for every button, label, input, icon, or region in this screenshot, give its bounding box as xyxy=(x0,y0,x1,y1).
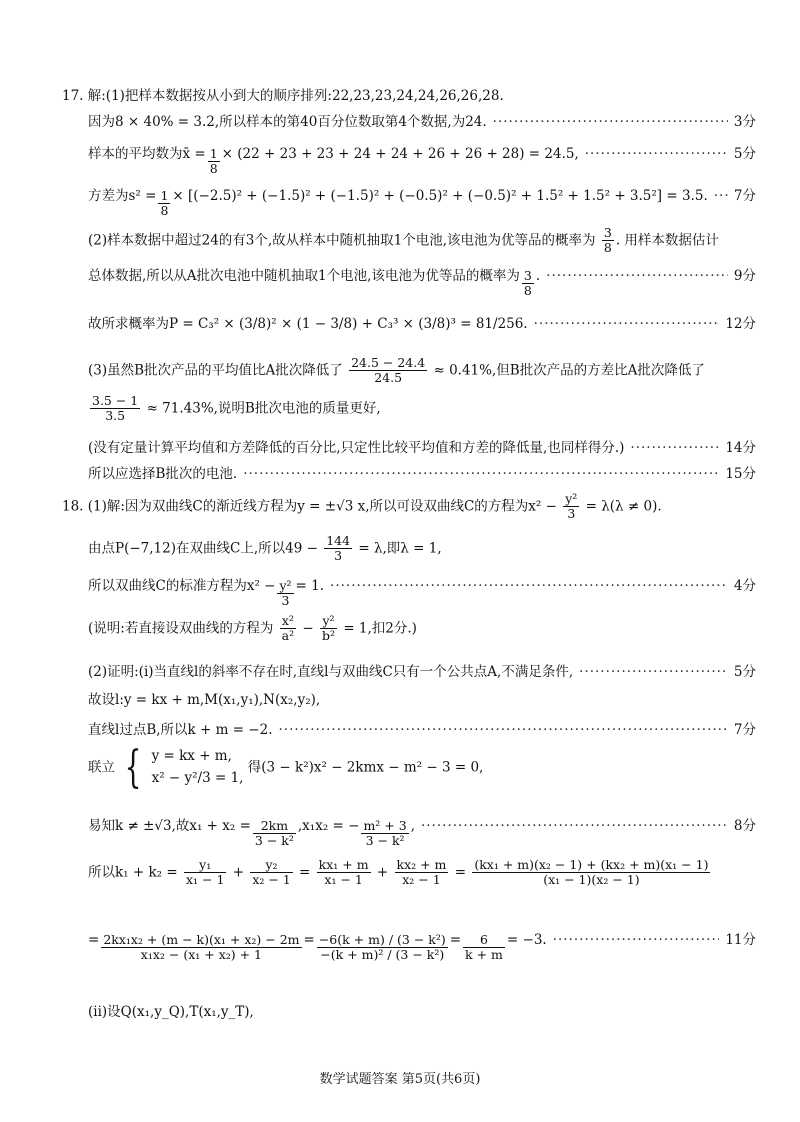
q18-part2-ii: (ii)设Q(x₁,y_Q),T(x₁,y_T), xyxy=(88,1004,254,1020)
dot-leader xyxy=(330,578,728,594)
score: 5分 xyxy=(733,146,756,162)
fraction: $\frac{1}{8}$ xyxy=(209,146,218,177)
q18-setup: 故设l:y = kx + m,M(x₁,y₁),N(x₂,y₂), xyxy=(88,692,321,708)
q18-slope-result: = $\frac{\text{2kx₁x₂ + (m − k)(x₁ + x₂) − 2m}}{\text{x₁x₂ − (x₁ + x₂) + 1}}$ = $\frac{\text{−6(k + m) / (3 − k²)}}{\text{−(k + m)² / (3 − k²)}}$ = $\frac{6}{k + m}$ = −3. ····· 11分 xyxy=(88,928,756,963)
score: 7分 xyxy=(733,722,756,738)
fraction: $\frac{\text{kx₁ + m}}{\text{x₁ − 1}}$ xyxy=(318,857,369,888)
score: 11分 xyxy=(725,932,756,948)
q18-part1-line1: 18. (1)解:因为双曲线C的渐近线方程为y = ±√3 x,所以可设双曲线C的方程为x² − $\frac{\text{y²}}{3}$ = λ(λ ≠ 0). xyxy=(62,491,662,522)
dot-leader xyxy=(714,188,728,204)
q18-part2-line1: (2)证明:(i)当直线l的斜率不存在时,直线l与双曲线C只有一个公共点A,不满足条件, ····· 5分 xyxy=(88,660,756,680)
score: 12分 xyxy=(725,316,756,332)
fraction: $\frac{\text{(kx₁ + m)(x₂ − 1) + (kx₂ + m)(x₁ − 1)}}{\text{(x₁ − 1)(x₂ − 1)}}$ xyxy=(474,857,709,888)
score: 7分 xyxy=(733,188,756,204)
left-brace: { xyxy=(124,742,142,793)
dot-leader xyxy=(493,114,728,130)
q17-mean-line: 样本的平均数为x̄ = $\frac{1}{8}$ × (22 + 23 + 23 + 24 + 24 + 26 + 26 + 28) = 24.5, ····· 5分 xyxy=(88,142,756,177)
fraction: $\frac{\text{m² + 3}}{\text{3 − k²}}$ xyxy=(363,818,407,849)
fraction: $\frac{3}{8}$ xyxy=(603,225,612,256)
q17-note: (没有定量计算平均值和方差降低的百分比,只定性比较平均值和方差的降低量,也同样得分.) ····· 14分 xyxy=(88,436,756,456)
fraction: $\frac{\text{kx₂ + m}}{\text{x₂ − 1}}$ xyxy=(396,857,447,888)
fraction: $\frac{3.5 - 1}{3.5}$ xyxy=(92,393,139,424)
q17-conclusion: 所以应选择B批次的电池. ····· 15分 xyxy=(88,462,756,482)
fraction: $\frac{\text{−6(k + m) / (3 − k²)}}{\text{−(k + m)² / (3 − k²)}}$ xyxy=(318,932,446,963)
fraction: $\frac{\text{y²}}{3}$ xyxy=(565,491,578,522)
q17-part2-line2: 总体数据,所以从A批次电池中随机抽取1个电池,该电池为优等品的概率为 $\frac{3}{8}$ . ····· 9分 xyxy=(88,264,756,299)
score: 4分 xyxy=(733,578,756,594)
dot-leader xyxy=(421,818,728,834)
score: 15分 xyxy=(725,466,756,482)
fraction: $\frac{24.5 - 24.4}{24.5}$ xyxy=(351,355,426,386)
dot-leader xyxy=(243,466,719,482)
score: 8分 xyxy=(733,818,756,834)
dot-leader xyxy=(585,146,728,162)
fraction: $\frac{144}{3}$ xyxy=(326,533,351,564)
q17-variance-line: 方差为s² = $\frac{1}{8}$ × [(−2.5)² + (−1.5)² + (−1.5)² + (−0.5)² + (−0.5)² + 1.5² + 1.5² + 3.5²] = 3.5. ····· 7分 xyxy=(88,184,756,219)
fraction: $\frac{\text{y²}}{3}$ xyxy=(279,578,292,609)
q18-part1-line2: 由点P(−7,12)在双曲线C上,所以49 − $\frac{144}{3}$ = λ,即λ = 1, xyxy=(88,533,442,564)
dot-leader xyxy=(553,932,720,948)
q18-part1-line3: 所以双曲线C的标准方程为x² − $\frac{\text{y²}}{3}$ = 1. ····· 4分 xyxy=(88,574,756,609)
score: 14分 xyxy=(725,440,756,456)
q17-part3-line1: (3)虽然B批次产品的平均值比A批次降低了 $\frac{24.5 - 24.4}{24.5}$ ≈ 0.41%,但B批次产品的方差比A批次降低了 xyxy=(88,355,705,386)
q17-percentile-line: 因为8 × 40% = 3.2,所以样本的第40百分位数取第4个数据,为24. ····· 3分 xyxy=(88,110,756,130)
score: 3分 xyxy=(733,114,756,130)
q18-note: (说明:若直接设双曲线的方程为 $\frac{\text{x²}}{\text{a²}}$ − $\frac{\text{y²}}{\text{b²}}$ = 1,扣2分.) xyxy=(88,613,417,644)
fraction: $\frac{\text{x²}}{\text{a²}}$ xyxy=(281,613,295,644)
fraction: $\frac{1}{8}$ xyxy=(160,188,169,219)
dot-leader xyxy=(534,316,720,332)
q17-part3-line2: $\frac{3.5 - 1}{3.5}$ ≈ 71.43%,说明B批次电池的质量更好, xyxy=(92,393,381,424)
q17-part2-line1: (2)样本数据中超过24的有3个,故从样本中随机抽取1个电池,该电池为优等品的概率为 $\frac{3}{8}$ . 用样本数据估计 xyxy=(88,225,719,256)
dot-leader xyxy=(279,722,728,738)
fraction: $\frac{6}{k + m}$ xyxy=(465,932,503,963)
fraction: $\frac{\text{y₁}}{\text{x₁ − 1}}$ xyxy=(185,857,225,888)
score: 9分 xyxy=(733,268,756,284)
q18-system: 联立 { y = kx + m, x² − y²/3 = 1, 得(3 − k²)x² − 2kmx − m² − 3 = 0, xyxy=(88,742,484,793)
fraction: $\frac{3}{8}$ xyxy=(523,268,532,299)
page-footer: 数学试题答案 第5页(共6页) xyxy=(319,1072,481,1087)
fraction: $\frac{\text{y²}}{\text{b²}}$ xyxy=(322,613,336,644)
q17-probability-line: 故所求概率为P = C₃² × (3/8)² × (1 − 3/8) + C₃³ × (3/8)³ = 81/256. ····· 12分 xyxy=(88,312,756,332)
q18-line-through-b: 直线l过点B,所以k + m = −2. ····· 7分 xyxy=(88,718,756,738)
fraction: $\frac{2km}{\text{3 − k²}}$ xyxy=(254,818,294,849)
dot-leader xyxy=(579,664,728,680)
dot-leader xyxy=(630,440,719,456)
fraction: $\frac{\text{y₂}}{\text{x₂ − 1}}$ xyxy=(252,857,291,888)
q18-vieta: 易知k ≠ ±√3,故x₁ + x₂ = $\frac{2km}{\text{3 − k²}}$ ,x₁x₂ = − $\frac{\text{m² + 3}}{\text{3 − k²}}$ , ····· 8分 xyxy=(88,814,756,849)
q17-part1: 17. 解:(1)把样本数据按从小到大的顺序排列:22,23,23,24,24,26,26,28. xyxy=(62,88,504,104)
fraction: $\frac{\text{2kx₁x₂ + (m − k)(x₁ + x₂) − 2m}}{\text{x₁x₂ − (x₁ + x₂) + 1}}$ xyxy=(103,932,300,963)
score: 5分 xyxy=(733,664,756,680)
q18-slope-sum: 所以k₁ + k₂ = $\frac{\text{y₁}}{\text{x₁ − 1}}$ + $\frac{\text{y₂}}{\text{x₂ − 1}}$ = $\frac{\text{kx₁ + m}}{\text{x₁ − 1}}$ + $\frac{\text{kx₂ + m}}{\text{x₂ − 1}}$ = $\frac{\text{(kx₁ + m)(x₂ − 1) + (kx₂ + m)(x₁ − 1)}}{\text{(x₁ − 1)(x₂ − 1)}}$ xyxy=(88,857,709,888)
equation-system: y = kx + m, x² − y²/3 = 1, xyxy=(151,748,244,786)
dot-leader xyxy=(546,268,728,284)
